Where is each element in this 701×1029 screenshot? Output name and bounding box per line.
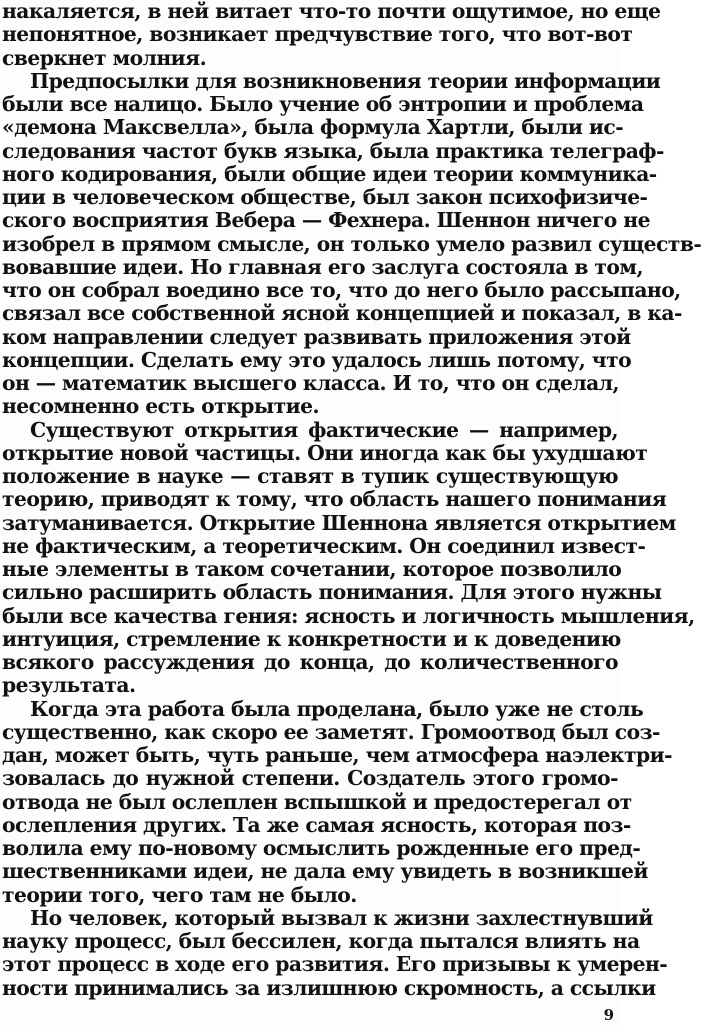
text-line: дан, может быть, чуть раньше, чем атмосфера наэлектри- — [2, 743, 672, 767]
text-line: концепции. Сделать ему это удалось лишь потому, что — [2, 347, 632, 372]
paragraph-start-line: Когда эта работа была проделана, было уже не столь — [30, 696, 644, 721]
text-line: ского восприятия Вебера — Фехнера. Шеннон ничего не — [2, 208, 650, 233]
text-line: следования частот букв языка, была практика телеграф- — [2, 138, 664, 163]
paragraph-start-line: Предпосылки для возникновения теории информации — [30, 68, 661, 93]
page-number: 9 — [603, 1006, 614, 1024]
text-line: ком направлении следует развивать приложения этой — [2, 324, 631, 349]
body-text — [2, 0, 701, 1000]
text-line: затуманивается. Открытие Шеннона является открытием — [2, 510, 676, 535]
text-line: сильно расширить область понимания. Для этого нужны — [2, 580, 662, 605]
text-line: отвода не был ослеплен вспышкой и предостерегал от — [2, 789, 632, 814]
text-line: открытие новой частицы. Они иногда как бы ухудшают — [2, 440, 648, 465]
text-line: сверкнет молния. — [2, 45, 207, 70]
text-line: что он собрал воедино все то, что до него было рассыпано, — [2, 278, 681, 302]
text-line: накаляется, в ней витает что-то почти ощутимое, но еще — [2, 0, 661, 23]
text-line: этот процесс в ходе его развития. Его призывы к умерен- — [2, 952, 668, 977]
text-line: теорию, приводят к тому, что область нашего понимания — [2, 487, 667, 512]
text-line: волила ему по-новому осмыслить рожденные его пред- — [2, 836, 641, 860]
text-line: положение в науке — ставят в тупик существующую — [2, 464, 618, 488]
paragraph-start-line: Но человек, который вызвал к жизни захлестнувший — [30, 905, 653, 930]
text-line: науку процесс, был бессилен, когда пытался влиять на — [2, 929, 640, 953]
text-line: шественниками идеи, не дала ему увидеть в возникшей — [2, 859, 648, 884]
text-line: всякого рассуждения до конца, до количественного — [2, 650, 618, 674]
text-line: ности принимались за излишнюю скромность, а ссылки — [2, 975, 656, 1000]
text-line: интуиция, стремление к конкретности и к доведению — [2, 626, 621, 651]
text-line: ные элементы в таком сочетании, которое позволило — [2, 557, 622, 581]
text-line: теории того, чего там не было. — [2, 882, 357, 907]
text-line: «демона Максвелла», была формула Хартли, были ис- — [2, 115, 624, 140]
text-line: ного кодирования, были общие идеи теории коммуника- — [2, 161, 657, 186]
text-line: изобрел в прямом смысле, он только умело развил существ- — [2, 231, 701, 256]
text-line: не фактическим, а теоретическим. Он соединил извест- — [2, 533, 646, 558]
text-line: ослепления других. Та же самая ясность, которая поз- — [2, 812, 631, 837]
text-line: зовалась до нужной степени. Создатель этого громо- — [2, 766, 618, 791]
text-line: ции в человеческом обществе, был закон психофизиче- — [2, 185, 648, 209]
text-line: были все качества гения: ясность и логичность мышления, — [2, 603, 695, 628]
text-line: вовавшие идеи. Но главная его заслуга состояла в том, — [2, 254, 643, 279]
paragraph-start-line: Существуют открытия фактические — например, — [30, 417, 618, 442]
text-line: он — математик высшего класса. И то, что он сделал, — [2, 371, 620, 395]
text-line: непонятное, возникает предчувствие того, что вот-вот — [2, 22, 633, 47]
text-line: несомненно есть открытие. — [2, 394, 319, 419]
text-line: связал все собственной ясной концепцией и показал, в ка- — [2, 301, 682, 326]
text-line: результата. — [2, 673, 136, 698]
text-line: были все налицо. Было учение об энтропии и проблема — [2, 92, 644, 116]
text-line: существенно, как скоро ее заметят. Громоотвод был соз- — [2, 719, 660, 744]
